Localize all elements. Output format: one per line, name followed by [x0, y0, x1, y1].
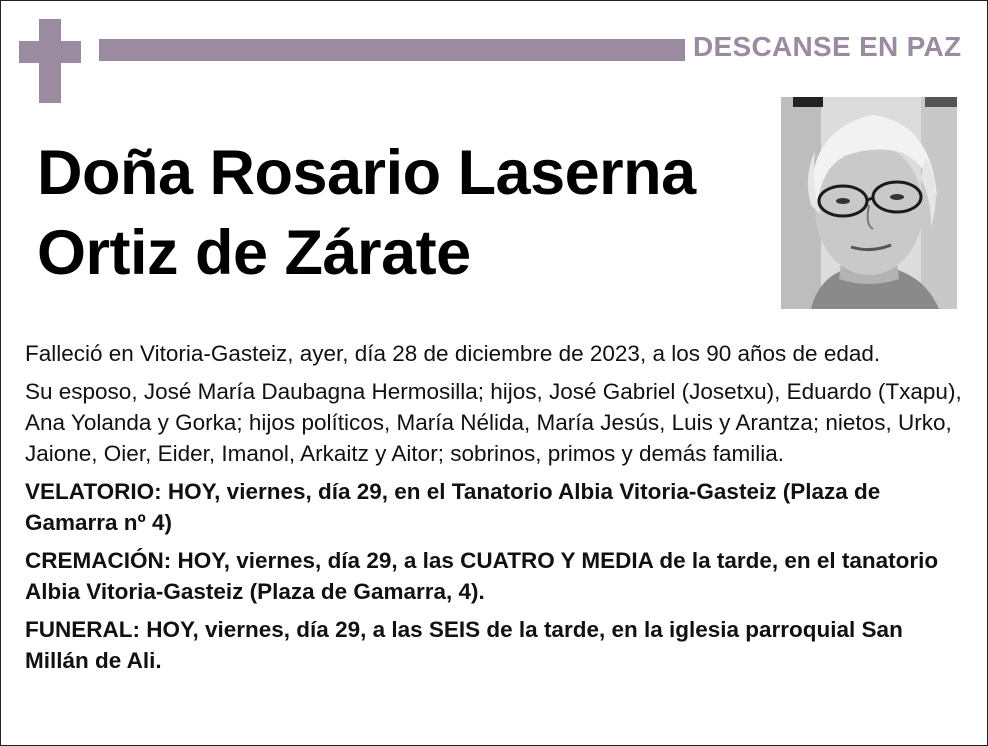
family-list: Su esposo, José María Daubagna Hermosilla; hijos, José Gabriel (Josetxu), Eduardo (Txapu), Ana Yolanda y Gorka; hijos políticos, María Nélida, María Jesús, Luis y Arantza; nietos, Urko, Jaione, Oier, Eider, Imanol, Arkaitz y Aitor; sobrinos, primos y demás familia.: [25, 379, 962, 466]
funeral-info: FUNERAL: HOY, viernes, día 29, a las SEIS de la tarde, en la iglesia parroquial San Millán de Ali.: [25, 617, 903, 673]
deceased-name: [37, 133, 767, 293]
portrait-photo: [781, 97, 957, 309]
notice-body: [25, 338, 965, 683]
header-rule: [99, 39, 685, 61]
cross-icon: [19, 19, 81, 103]
death-notice: Falleció en Vitoria-Gasteiz, ayer, día 28 de diciembre de 2023, a los 90 años de edad.: [25, 341, 881, 366]
name-line-1: Doña Rosario Laserna: [37, 138, 696, 208]
velatorio-info: VELATORIO: HOY, viernes, día 29, en el Tanatorio Albia Vitoria-Gasteiz (Plaza de Gamarra nº 4): [25, 479, 881, 535]
header-label: DESCANSE EN PAZ: [693, 31, 962, 62]
cremacion-info: CREMACIÓN: HOY, viernes, día 29, a las CUATRO Y MEDIA de la tarde, en el tanatorio Albia Vitoria-Gasteiz (Plaza de Gamarra, 4).: [25, 548, 939, 604]
name-line-2: Ortiz de Zárate: [37, 218, 471, 288]
